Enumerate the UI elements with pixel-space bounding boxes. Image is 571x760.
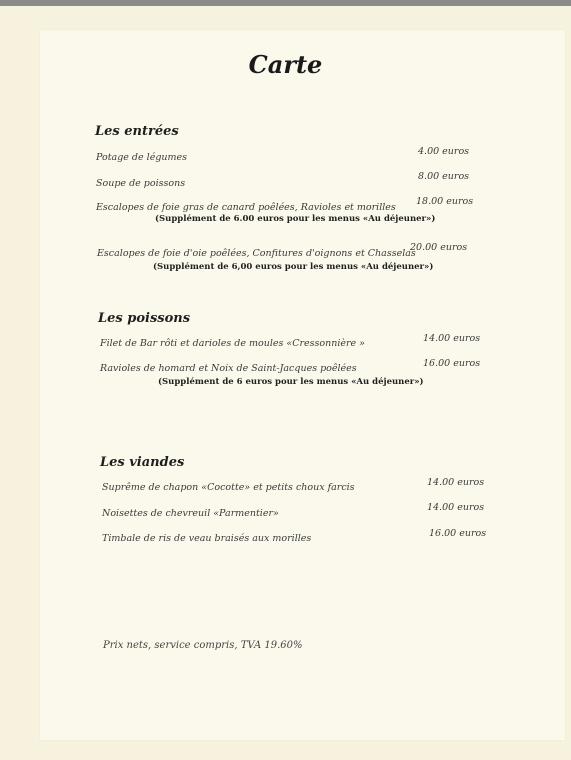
menu-item-supplement-note: (Supplément de 6 euros pour les menus «Au déjeuner»)	[158, 377, 424, 387]
menu-item-supplement-note: (Supplément de 6.00 euros pour les menus «Au déjeuner»)	[155, 214, 436, 224]
menu-item-price: 14.00 euros	[427, 477, 485, 488]
menu-item-price: 18.00 euros	[416, 196, 474, 207]
menu-item-name: Timbale de ris de veau braisés aux morilles	[102, 533, 312, 544]
menu-item-name: Filet de Bar rôti et darioles de moules «Cressonnière »	[100, 338, 365, 349]
menu-item-name: Escalopes de foie gras de canard poêlées, Ravioles et morilles	[96, 202, 396, 213]
section-heading-viandes: Les viandes	[100, 455, 185, 470]
menu-item-price: 16.00 euros	[423, 358, 481, 369]
page-title: Carte	[248, 50, 323, 79]
section-heading-poissons: Les poissons	[98, 311, 191, 326]
menu-item-name: Potage de légumes	[96, 152, 188, 163]
menu-item-name: Soupe de poissons	[96, 178, 186, 189]
menu-item-price: 14.00 euros	[423, 333, 481, 344]
menu-item-supplement-note: (Supplément de 6,00 euros pour les menus «Au déjeuner»)	[153, 262, 434, 272]
menu-item-name: Escalopes de foie d'oie poêlées, Confitures d'oignons et Chasselas	[97, 248, 416, 259]
menu-item-price: 16.00 euros	[429, 528, 487, 539]
menu-item-price: 20.00 euros	[410, 242, 468, 253]
menu-item-price: 8.00 euros	[418, 171, 470, 182]
section-heading-entrees: Les entrées	[95, 124, 179, 139]
menu-item-price: 14.00 euros	[427, 502, 485, 513]
menu-item-name: Noisettes de chevreuil «Parmentier»	[102, 508, 279, 519]
menu-item-name: Suprême de chapon «Cocotte» et petits choux farcis	[102, 482, 355, 493]
price-footnote: Prix nets, service compris, TVA 19.60%	[103, 640, 303, 651]
menu-item-price: 4.00 euros	[418, 146, 470, 157]
menu-item-name: Ravioles de homard et Noix de Saint-Jacques poêlées	[100, 363, 357, 374]
